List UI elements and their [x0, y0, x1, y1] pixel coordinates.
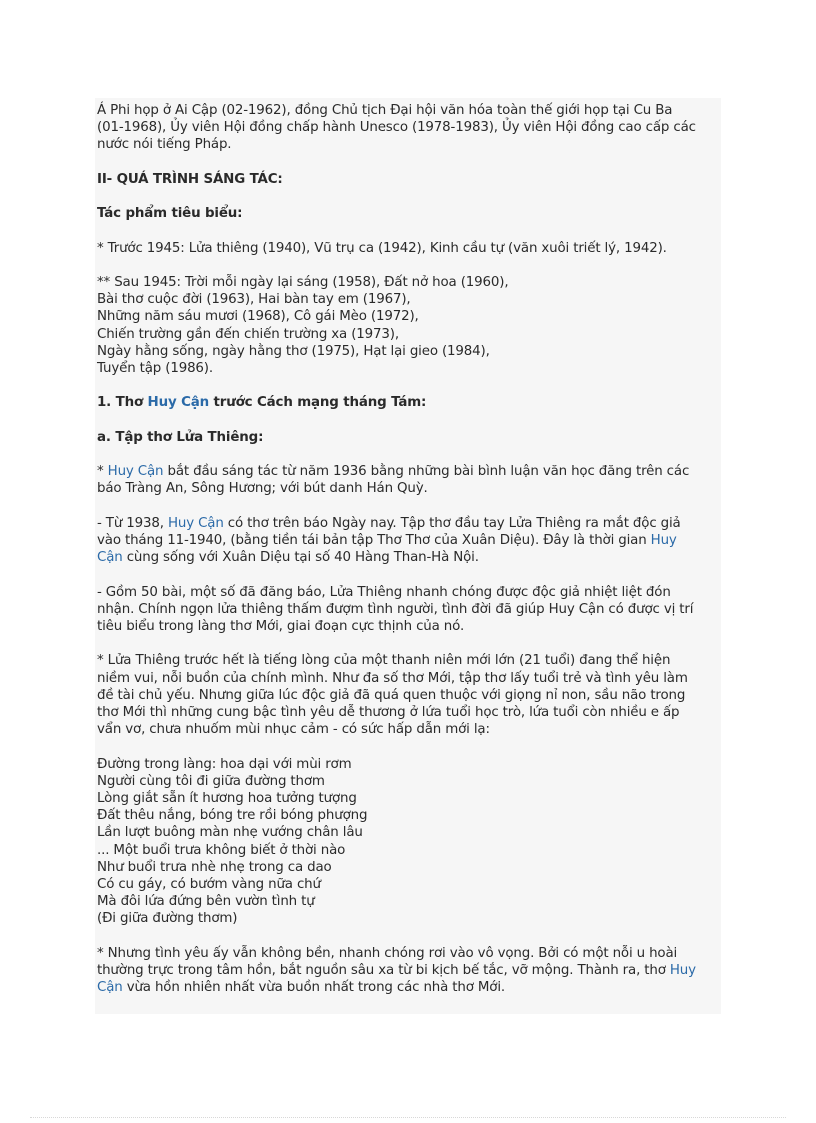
- works-before-1945: * Trước 1945: Lửa thiêng (1940), Vũ trụ ca (1942), Kinh cầu tự (văn xuôi triết lý, 1942).: [97, 240, 667, 256]
- poem-line: Đường trong làng: hoa dại với mùi rơm: [97, 756, 352, 772]
- works-line: ** Sau 1945: Trời mỗi ngày lại sáng (1958), Đất nở hoa (1960),: [97, 274, 509, 290]
- poem-line: Người cùng tôi đi giữa đường thơm: [97, 773, 325, 789]
- intro-line: (01-1968), Ủy viên Hội đồng chấp hành Unesco (1978-1983), Ủy viên Hội đồng cao cấp các: [97, 120, 696, 136]
- paragraph-2: - Từ 1938, Huy Cận có thơ trên báo Ngày nay. Tập thơ đầu tay Lửa Thiêng ra mắt độc giả vào tháng 11-1940, (bằng tiền tái bản tập Thơ Thơ của Xuân Diệu). Đây là thời gian Huy Cận cùng sống với Xuân Diệu tại số 40 Hàng Than-Hà Nội.: [97, 515, 681, 566]
- huy-can-link[interactable]: Huy: [650, 532, 677, 548]
- paragraph-4: * Lửa Thiêng trước hết là tiếng lòng của một thanh niên mới lớn (21 tuổi) đang thể hiện niềm vui, nỗi buồn của chính mình. Như đa số thơ Mới, tập thơ lấy tuổi trẻ và tình yêu làm đề tài chủ yếu. Nhưng giữa lúc độc giả đã quá quen thuộc với giọng nỉ non, sầu não trong thơ Mới thì những cung bậc tình yêu dễ thương ở lứa tuổi học trò, lứa tuổi còn nhiều e ấp vẩn vơ, chưa nhuốm mùi nhục cảm - có sức hấp dẫn mới lạ:: [97, 653, 688, 738]
- document-content: [95, 98, 721, 1014]
- poem-line: Lần lượt buông màn nhẹ vướng chân lâu: [97, 825, 363, 841]
- poem-line: Đất thêu nắng, bóng tre rồi bóng phượng: [97, 808, 368, 824]
- poem: [97, 756, 721, 928]
- poem-line: Như buổi trưa nhè nhẹ trong ca dao: [97, 859, 332, 875]
- paragraph-1: * Huy Cận bắt đầu sáng tác từ năm 1936 bằng những bài bình luận văn học đăng trên các báo Tràng An, Sông Hương; với bút danh Hán Quỳ.: [97, 464, 690, 497]
- page-divider: [30, 1117, 786, 1118]
- intro-line: Á Phi họp ở Ai Cập (02-1962), đồng Chủ tịch Đại hội văn hóa toàn thế giới họp tại Cu Ba: [97, 103, 673, 118]
- works-line: Tuyển tập (1986).: [97, 360, 213, 376]
- huy-can-link[interactable]: Huy Cận: [147, 395, 210, 411]
- intro-paragraph: [97, 102, 721, 154]
- poem-source: (Đi giữa đường thơm): [97, 911, 238, 927]
- subsection-heading-1: 1. Thơ Huy Cận trước Cách mạng tháng Tám:: [97, 395, 427, 411]
- poem-line: Mà đôi lứa đứng bên vườn tình tự: [97, 894, 315, 910]
- huy-can-link[interactable]: Cận: [97, 550, 123, 566]
- paragraph-5: * Nhưng tình yêu ấy vẫn không bền, nhanh chóng rơi vào vô vọng. Bởi có một nỗi u hoài thường trực trong tâm hồn, bắt nguồn sâu xa từ bi kịch bế tắc, vỡ mộng. Thành ra, thơ Huy Cận vừa hồn nhiên nhất vừa buồn nhất trong các nhà thơ Mới.: [97, 945, 696, 996]
- subsection-heading-a: a. Tập thơ Lửa Thiêng:: [97, 429, 264, 445]
- huy-can-link[interactable]: Huy Cận: [167, 515, 224, 531]
- section-heading: II- QUÁ TRÌNH SÁNG TÁC:: [97, 171, 283, 187]
- works-heading: Tác phẩm tiêu biểu:: [97, 206, 243, 222]
- works-line: Ngày hằng sống, ngày hằng thơ (1975), Hạt lại gieo (1984),: [97, 343, 490, 359]
- paragraph-3: - Gồm 50 bài, một số đã đăng báo, Lửa Thiêng nhanh chóng được độc giả nhiệt liệt đón nhận. Chính ngọn lửa thiêng thấm đượm tình người, tình đời đã giúp Huy Cận có được vị trí tiêu biểu trong làng thơ Mới, giai đoạn cực thịnh của nó.: [97, 584, 694, 634]
- works-after-1945: [97, 274, 721, 377]
- poem-line: ... Một buổi trưa không biết ở thời nào: [97, 842, 346, 858]
- works-line: Những năm sáu mươi (1968), Cô gái Mèo (1972),: [97, 309, 419, 325]
- huy-can-link[interactable]: Cận: [97, 980, 123, 996]
- poem-line: Lòng giắt sẵn ít hương hoa tưởng tượng: [97, 790, 357, 806]
- works-line: Bài thơ cuộc đời (1963), Hai bàn tay em (1967),: [97, 292, 411, 308]
- huy-can-link[interactable]: Huy Cận: [107, 464, 164, 480]
- poem-line: Có cu gáy, có bướm vàng nữa chứ: [97, 876, 321, 892]
- works-line: Chiến trường gần đến chiến trường xa (1973),: [97, 326, 399, 342]
- huy-can-link[interactable]: Huy: [669, 962, 696, 978]
- intro-line: nước nói tiếng Pháp.: [97, 137, 232, 153]
